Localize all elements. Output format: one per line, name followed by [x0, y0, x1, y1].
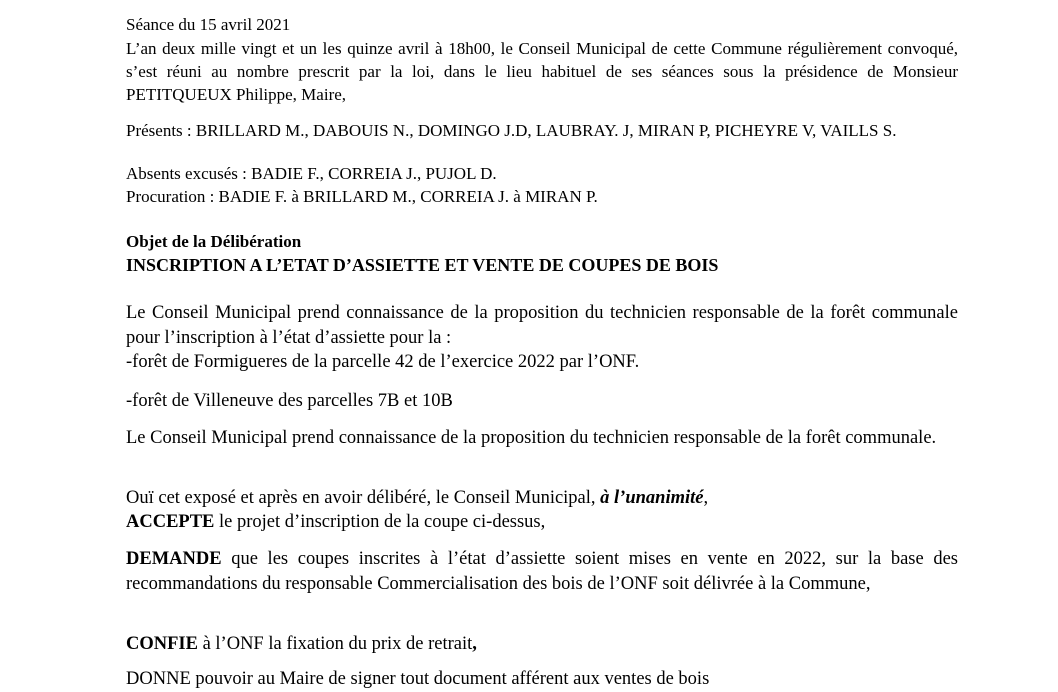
- seance-date: Séance du 15 avril 2021: [126, 15, 291, 34]
- unanimite-emphasis: à l’unanimité: [600, 488, 704, 508]
- paragraph-formigueres: -forêt de Formigueres de la parcelle 42 de l’exercice 2022 par l’ONF.: [126, 352, 640, 372]
- confie-keyword: CONFIE: [126, 634, 198, 654]
- demande-keyword: DEMANDE: [126, 549, 222, 569]
- objet-title: INSCRIPTION A L’ETAT D’ASSIETTE ET VENTE DE COUPES DE BOIS: [126, 255, 719, 275]
- paragraph-donne-partial: DONNE pouvoir au Maire de signer tout document afférent aux ventes de bois: [126, 669, 710, 689]
- paragraph-accepte: ACCEPTE le projet d’inscription de la coupe ci-dessus,: [126, 512, 546, 532]
- accepte-keyword: ACCEPTE: [126, 512, 215, 532]
- presents-list: Présents : BRILLARD M., DABOUIS N., DOMINGO J.D, LAUBRAY. J, MIRAN P, PICHEYRE V, VAILLS S.: [126, 121, 897, 140]
- paragraph-confie: CONFIE à l’ONF la fixation du prix de retrait,: [126, 634, 477, 654]
- absents-list: Absents excusés : BADIE F., CORREIA J., PUJOL D.: [126, 164, 497, 183]
- intro-paragraph: L’an deux mille vingt et un les quinze avril à 18h00, le Conseil Municipal de cette Commune régulièrement convoqué, s’est réuni au nombre prescrit par la loi, dans le lieu habituel de ses séances sous la présidence de Monsieur PETITQUEUX Philippe, Maire,: [126, 39, 958, 104]
- procuration-line: Procuration : BADIE F. à BRILLARD M., CORREIA J. à MIRAN P.: [126, 187, 598, 206]
- paragraph-villeneuve: -forêt de Villeneuve des parcelles 7B et 10B: [126, 391, 453, 411]
- paragraph-proposition: Le Conseil Municipal prend connaissance de la proposition du technicien responsable de la forêt communale pour l’inscription à l’état d’assiette pour la :: [126, 303, 958, 348]
- objet-label: Objet de la Délibération: [126, 232, 302, 251]
- paragraph-proposition-2: Le Conseil Municipal prend connaissance de la proposition du technicien responsable de la forêt communale.: [126, 428, 937, 448]
- paragraph-oui: Ouï cet exposé et après en avoir délibéré, le Conseil Municipal, à l’unanimité,: [126, 488, 709, 508]
- paragraph-demande: DEMANDE que les coupes inscrites à l’état d’assiette soient mises en vente en 2022, sur la base des recommandations du responsable Commercialisation des bois de l’ONF soit délivrée à la Commune,: [126, 549, 958, 594]
